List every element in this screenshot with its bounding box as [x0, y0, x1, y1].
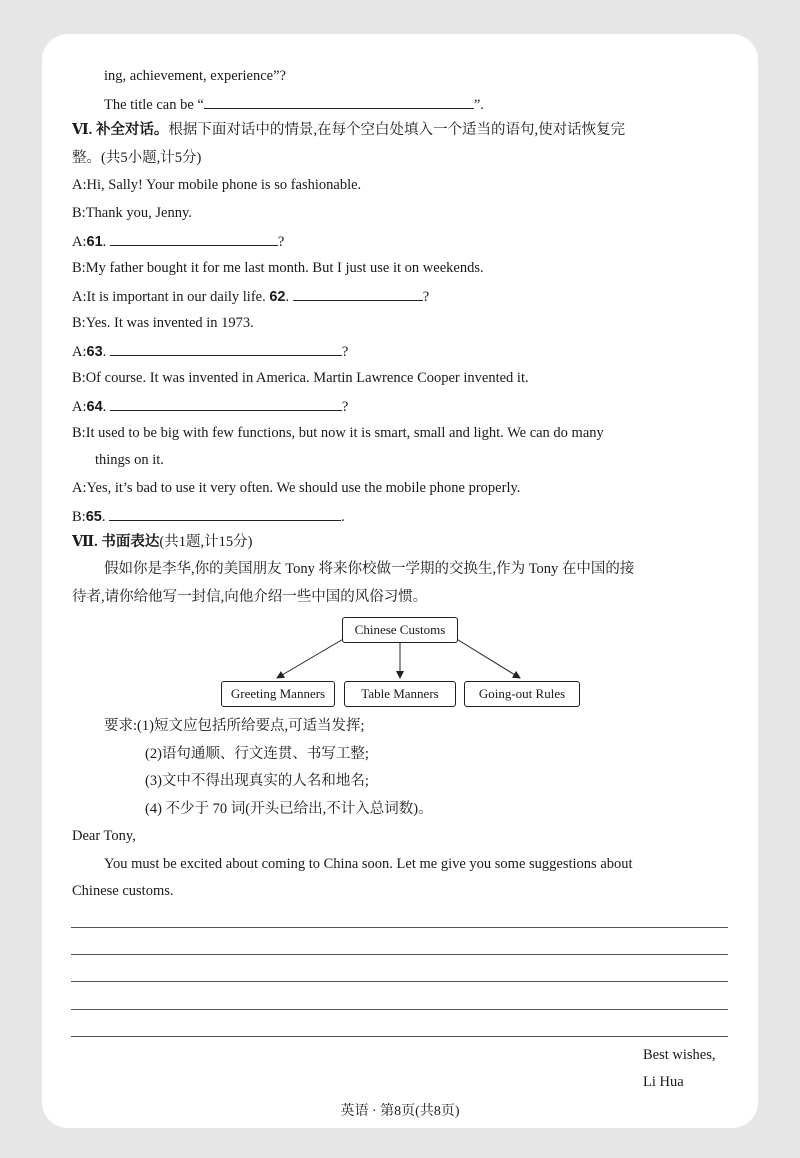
- requirement-4: (4) 不少于 70 词(开头已给出,不计入总词数)。: [145, 801, 433, 817]
- dialogue-line: B:It used to be big with few functions, but now it is smart, small and light. We can do many: [72, 425, 604, 441]
- dialogue-line: B:My father bought it for me last month. But I just use it on weekends.: [72, 260, 484, 276]
- writing-line[interactable]: [71, 1009, 728, 1010]
- diagram-greeting-box: Greeting Manners: [221, 681, 335, 707]
- writing-line[interactable]: [71, 954, 728, 955]
- letter-greeting: Dear Tony,: [72, 828, 136, 844]
- writing-line[interactable]: [71, 981, 728, 982]
- requirement-1: 要求:(1)短文应包括所给要点,可适当发挥;: [104, 718, 365, 734]
- title-question: The title can be “ ”.: [104, 94, 484, 114]
- writing-prompt: 假如你是李华,你的美国朋友 Tony 将来你校做一学期的交换生,作为 Tony 在中国的接: [104, 561, 635, 577]
- diagram-root-box: Chinese Customs: [342, 617, 458, 643]
- dialogue-line: B:Yes. It was invented in 1973.: [72, 315, 254, 331]
- dialogue-line: A:Yes, it’s bad to use it very often. We should use the mobile phone properly.: [72, 480, 521, 496]
- previous-question-tail: ing, achievement, experience”?: [104, 68, 286, 84]
- writing-prompt-cont: 待者,请你给他写一封信,向他介绍一些中国的风俗习惯。: [72, 589, 428, 605]
- writing-line[interactable]: [71, 927, 728, 928]
- writing-line[interactable]: [71, 1036, 728, 1037]
- diagram-table-box: Table Manners: [344, 681, 456, 707]
- arrow-greeting: [277, 638, 345, 678]
- letter-closing: Best wishes,: [643, 1047, 716, 1063]
- dialogue-line-cont: things on it.: [95, 452, 164, 468]
- letter-body-cont: Chinese customs.: [72, 883, 174, 899]
- dialogue-line-blank-64: A:64. ?: [72, 396, 348, 416]
- section-vii-heading: Ⅶ. 书面表达(共1题,计15分): [72, 534, 253, 550]
- dialogue-line-blank-61: A:61. ?: [72, 231, 284, 251]
- dialogue-line-blank-65: B:65. .: [72, 506, 345, 526]
- section-vi-instruction: Ⅵ. 补全对话。根据下面对话中的情景,在每个空白处填入一个适当的语句,使对话恢复完: [72, 122, 626, 138]
- letter-body: You must be excited about coming to China soon. Let me give you some suggestions about: [104, 856, 633, 872]
- dialogue-line-blank-63: A:63. ?: [72, 341, 348, 361]
- dialogue-line: B:Of course. It was invented in America. Martin Lawrence Cooper invented it.: [72, 370, 529, 386]
- letter-signature: Li Hua: [643, 1074, 684, 1090]
- dialogue-line-blank-62: A:It is important in our daily life. 62. ?: [72, 286, 429, 306]
- requirement-3: (3)文中不得出现真实的人名和地名;: [145, 773, 369, 789]
- requirement-2: (2)语句通顺、行文连贯、书写工整;: [145, 746, 369, 762]
- section-vi-instruction-cont: 整。(共5小题,计5分): [72, 150, 202, 166]
- arrow-going-out: [455, 638, 520, 678]
- dialogue-line: B:Thank you, Jenny.: [72, 205, 192, 221]
- diagram-going-out-box: Going-out Rules: [464, 681, 580, 707]
- dialogue-line: A:Hi, Sally! Your mobile phone is so fashionable.: [72, 177, 362, 193]
- page-footer: 英语 · 第8页(共8页): [340, 1104, 460, 1119]
